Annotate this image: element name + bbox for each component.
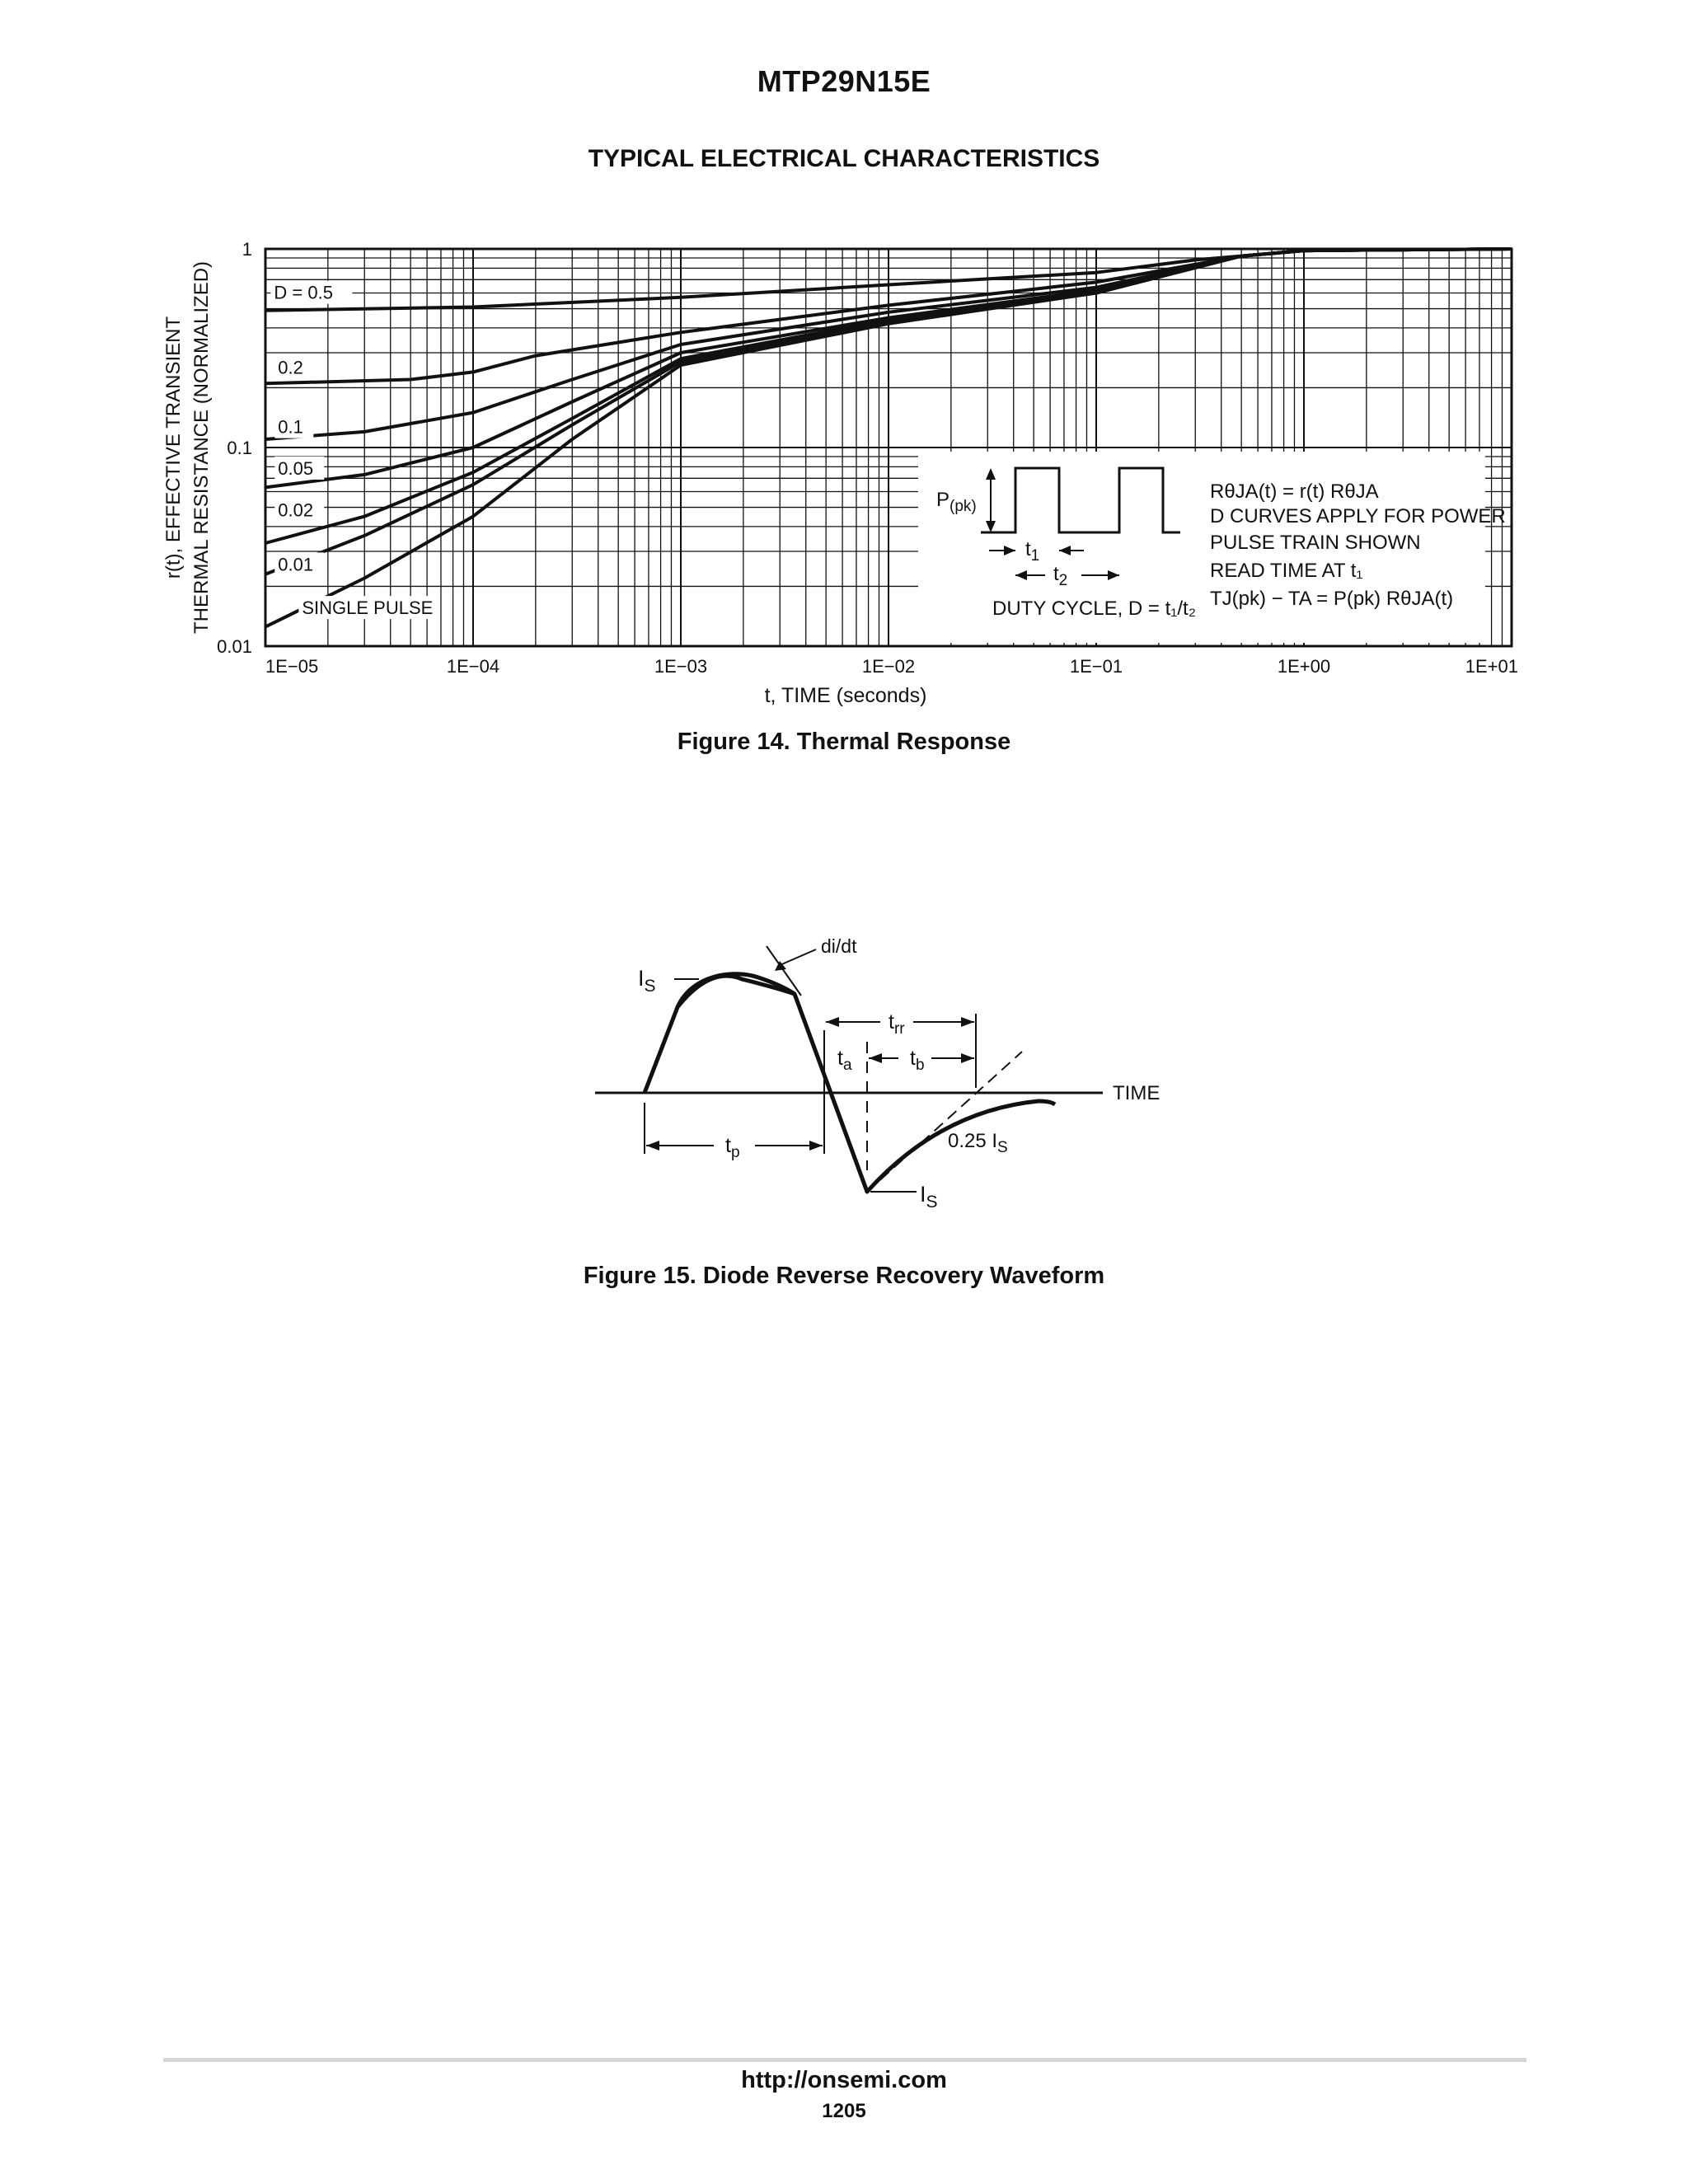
is-label-bottom: $I_S$ <box>920 1182 938 1212</box>
recovery-waveform <box>645 976 1055 1192</box>
didt-leader <box>778 949 816 966</box>
series-label-5: 0.01 <box>278 554 314 575</box>
note-rtheta: RθJA(t) = r(t) RθJA <box>1210 480 1379 503</box>
x-tick-label: 1E−02 <box>861 656 916 677</box>
tb-arrow-right <box>961 1053 974 1063</box>
figure-14-caption: Figure 14. Thermal Response <box>677 729 1011 755</box>
series-label-2: 0.1 <box>278 416 303 438</box>
note-read-time: READ TIME AT t₁ <box>1210 560 1363 582</box>
y-tick-label: 0.01 <box>217 636 252 657</box>
x-tick-label: 1E−05 <box>265 656 319 677</box>
y-tick-label: 0.1 <box>227 438 252 458</box>
footer-url: http://onsemi.com <box>741 2067 947 2093</box>
time-axis-label: TIME <box>1113 1082 1160 1104</box>
quarter-is-label: 0.25 $I_S$ <box>948 1130 1008 1156</box>
y-axis-title-line1: r(t), EFFECTIVE TRANSIENT <box>162 316 185 579</box>
trr-label: $t_{rr}$ <box>889 1010 905 1038</box>
trr-arrow-right <box>961 1017 974 1027</box>
x-tick-label: 1E+01 <box>1465 656 1518 677</box>
is-label-top: $I_S$ <box>638 966 656 996</box>
page-number: 1205 <box>822 2100 866 2122</box>
tb-arrow-left <box>869 1053 882 1063</box>
document-title: MTP29N15E <box>757 64 931 98</box>
ta-label: $t_a$ <box>837 1047 852 1074</box>
tp-label: $t_p$ <box>725 1134 740 1161</box>
t1-label: $t_1$ <box>1025 538 1040 565</box>
series-label-3: 0.05 <box>278 457 314 479</box>
tp-arrow-right <box>809 1141 823 1151</box>
note-curves: D CURVES APPLY FOR POWER <box>1210 505 1506 527</box>
tb-label: $t_b$ <box>910 1047 925 1074</box>
ppk-label: $P_{(pk)}$ <box>936 489 977 515</box>
y-axis-title-line2: THERMAL RESISTANCE (NORMALIZED) <box>190 260 213 635</box>
series-label-4: 0.02 <box>278 499 314 521</box>
series-label-6: SINGLE PULSE <box>302 598 434 619</box>
t2-label: $t_2$ <box>1053 563 1068 589</box>
x-tick-label: 1E−01 <box>1069 656 1123 677</box>
x-tick-label: 1E−03 <box>654 656 708 677</box>
section-title: TYPICAL ELECTRICAL CHARACTERISTICS <box>588 145 1100 172</box>
note-pulse-train: PULSE TRAIN SHOWN <box>1210 532 1421 554</box>
duty-cycle-label: DUTY CYCLE, D = t₁/t₂ <box>992 598 1197 620</box>
figure-15-caption: Figure 15. Diode Reverse Recovery Waveform <box>583 1263 1105 1289</box>
tp-arrow-left <box>646 1141 659 1151</box>
note-tj: TJ(pk) − TA = P(pk) RθJA(t) <box>1210 588 1454 610</box>
x-axis-title: t, TIME (seconds) <box>764 684 927 707</box>
series-label-1: 0.2 <box>278 357 303 378</box>
x-tick-label: 1E−04 <box>446 656 500 677</box>
series-label-0: D = 0.5 <box>274 282 333 303</box>
y-tick-label: 1 <box>241 239 252 260</box>
footer-divider <box>163 2058 1526 2062</box>
x-tick-label: 1E+00 <box>1277 656 1331 677</box>
trr-arrow-left <box>826 1017 839 1027</box>
didt-label: di/dt <box>821 935 857 957</box>
